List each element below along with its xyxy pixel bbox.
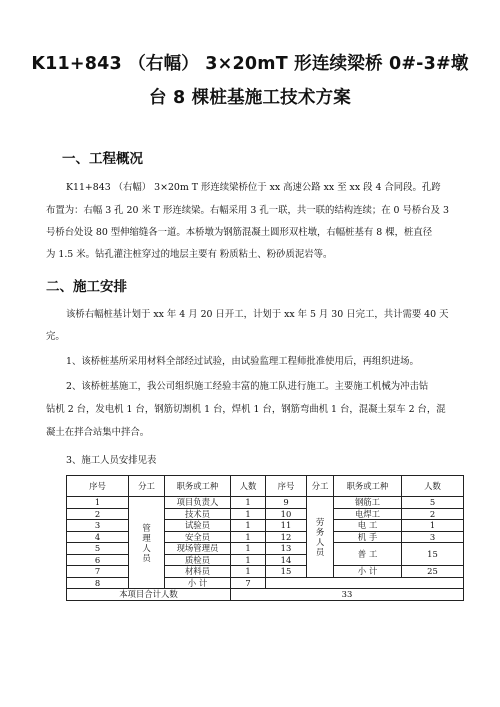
total-value: 33 (231, 589, 464, 601)
group-management-staff (129, 497, 165, 589)
cell-count: 1 (231, 508, 266, 520)
table-row (67, 497, 464, 509)
group-char: 员 (142, 552, 151, 563)
header-no: 序号 (67, 476, 129, 497)
table-row (67, 520, 464, 532)
table-header-row (67, 476, 464, 497)
table-row (67, 543, 464, 555)
cell-no-2: 15 (266, 566, 307, 578)
header-count: 人数 (231, 476, 266, 497)
document-title-line1: K11+843 （右幅） 3×20mT 形连续梁桥 0#-3#墩 (31, 54, 469, 74)
cell-count: 1 (231, 497, 266, 509)
cell-role-2: 电 工 (334, 520, 402, 532)
table-row (67, 508, 464, 520)
cell-no: 8 (67, 577, 129, 589)
cell-role: 质检员 (165, 554, 231, 566)
group-labor-staff (307, 497, 334, 578)
table-total-row (67, 589, 464, 601)
cell-count: 1 (231, 520, 266, 532)
cell-no: 1 (67, 497, 129, 509)
cell-no-2: 12 (266, 531, 307, 543)
cell-role: 项目负责人 (165, 497, 231, 509)
cell-role: 材料员 (165, 566, 231, 578)
cell-role-2: 小 计 (334, 566, 402, 578)
group-char: 劳 (315, 516, 325, 527)
cell-no-2: 14 (266, 554, 307, 566)
cell-no: 5 (67, 543, 129, 555)
cell-role-2: 钢筋工 (334, 497, 402, 509)
group-char: 务 (315, 526, 325, 537)
cell-count-2: 5 (402, 497, 464, 509)
cell-count-2: 25 (402, 566, 464, 578)
schedule-line-1: 该桥右幅桩基计划于 xx 年 4 月 20 日开工，计划于 xx 年 5 月 30 日完工，共计需要 40 天 (66, 309, 449, 320)
cell-no-2: 9 (266, 497, 307, 509)
cell-no: 7 (67, 566, 129, 578)
table-caption: 3、施工人员安排见表 (66, 455, 157, 466)
table-subtotal-row (67, 577, 464, 589)
overview-line-2: 布置为：右幅 3 孔 20 米 T 形连续梁。右幅采用 3 孔一联，共一联的结构连续；在 0 号桥台及 3 (46, 205, 449, 216)
materials-paragraph: 1、该桥桩基所采用材料全部经过试验，由试验监理工程师批准使用后，再组织进场。 (66, 356, 419, 367)
overview-line-3: 号桥台处设 80 型伸缩缝各一道。本桥墩为钢筋混凝土圆形双柱墩，右幅桩基有 8 棵，桩直径 (46, 227, 433, 238)
cell-role: 试验员 (165, 520, 231, 532)
header-role: 职务或工种 (165, 476, 231, 497)
section-heading-overview: 一、工程概况 (62, 151, 143, 167)
total-label: 本项目合计人数 (67, 589, 231, 601)
header-division-2: 分工 (307, 476, 334, 497)
staff-table (66, 475, 464, 601)
group-char: 理 (142, 532, 151, 543)
group-char: 人 (142, 542, 151, 553)
cell-no-2: 13 (266, 543, 307, 555)
cell-no-2: 11 (266, 520, 307, 532)
overview-line-1: K11+843 （右幅） 3×20m T 形连续梁桥位于 xx 高速公路 xx 至 xx 段 4 合同段。孔跨 (66, 182, 441, 193)
header-count-2: 人数 (402, 476, 464, 497)
section-heading-schedule: 二、施工安排 (46, 279, 127, 295)
cell-no-2: 10 (266, 508, 307, 520)
machinery-line-1: 2、该桥桩基施工，我公司组织施工经验丰富的施工队进行施工。主要施工机械为冲击钻 (66, 381, 429, 392)
cell-no: 3 (67, 520, 129, 532)
schedule-line-2: 完。 (46, 331, 65, 342)
cell-count-2: 15 (402, 543, 464, 566)
subtotal-label: 小 计 (165, 577, 231, 589)
table-row (67, 566, 464, 578)
cell-role: 现场管理员 (165, 543, 231, 555)
cell-role-2: 电焊工 (334, 508, 402, 520)
group-char: 人 (315, 536, 325, 547)
cell-count: 1 (231, 554, 266, 566)
table-row (67, 531, 464, 543)
cell-count: 1 (231, 531, 266, 543)
cell-count: 1 (231, 566, 266, 578)
cell-count-2: 3 (402, 531, 464, 543)
header-role-2: 职务或工种 (334, 476, 402, 497)
cell-no: 6 (67, 554, 129, 566)
cell-role: 安全员 (165, 531, 231, 543)
subtotal-blank (266, 577, 464, 589)
cell-role-2: 普 工 (334, 543, 402, 566)
machinery-line-3: 凝土在拌合站集中拌合。 (46, 427, 150, 438)
overview-line-4: 为 1.5 米。钻孔灌注桩穿过的地层主要有 粉质粘土、粉砂质泥岩等。 (46, 249, 333, 260)
cell-role-2: 机 手 (334, 531, 402, 543)
cell-count: 1 (231, 543, 266, 555)
cell-no: 4 (67, 531, 129, 543)
cell-count-2: 1 (402, 520, 464, 532)
document-title-line2: 台 8 棵桩基施工技术方案 (149, 88, 351, 108)
group-char: 员 (315, 546, 325, 557)
cell-role: 技术员 (165, 508, 231, 520)
header-no-2: 序号 (266, 476, 307, 497)
header-division: 分工 (129, 476, 165, 497)
group-char: 管 (142, 522, 151, 533)
subtotal-count: 7 (231, 577, 266, 589)
cell-no: 2 (67, 508, 129, 520)
cell-count-2: 2 (402, 508, 464, 520)
machinery-line-2: 钻机 2 台，发电机 1 台，钢筋切割机 1 台，焊机 1 台，钢筋弯曲机 1 台，混凝土泵车 2 台，混 (46, 404, 446, 415)
